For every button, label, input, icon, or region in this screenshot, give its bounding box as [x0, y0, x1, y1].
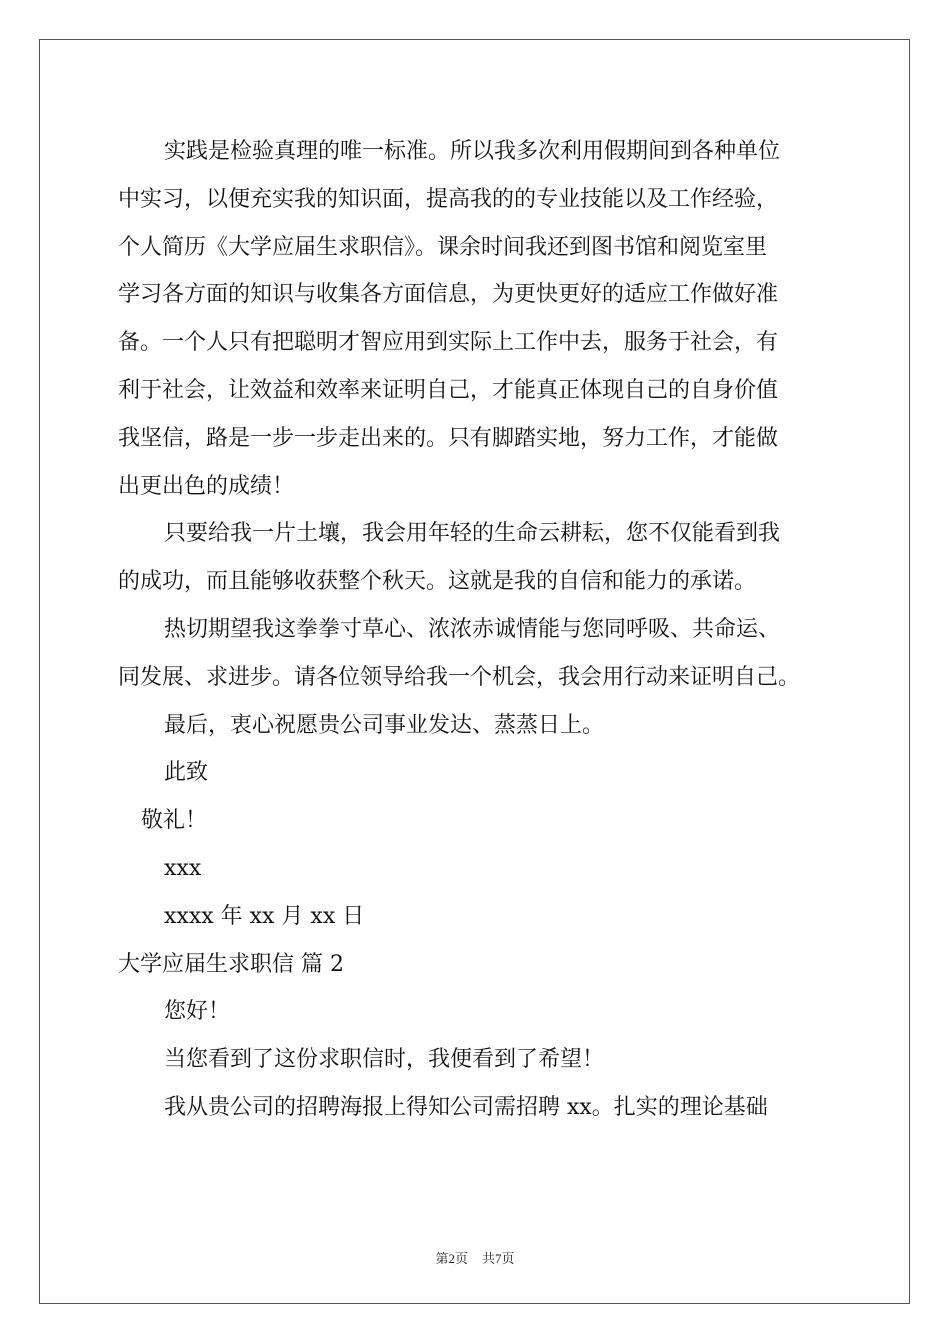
paragraph-line: 备。一个人只有把聪明才智应用到实际上工作中去，服务于社会，有 — [118, 330, 779, 356]
paragraph-line: 热切期望我这拳拳寸草心、浓浓赤诚情能与您同呼吸、共命运、 — [164, 616, 781, 642]
signature-date: xxxx 年 xx 月 xx 日 — [164, 903, 365, 929]
paragraph-line: 学习各方面的知识与收集各方面信息，为更快更好的适应工作做好准 — [118, 282, 779, 308]
paragraph-line: 当您看到了这份求职信时，我便看到了希望！ — [164, 1047, 605, 1073]
page-footer — [0, 1248, 950, 1267]
letter-body — [118, 128, 848, 1132]
paragraph-line: 只要给我一片土壤，我会用年轻的生命云耕耘，您不仅能看到我 — [164, 521, 781, 547]
section-heading: 大学应届生求职信 篇 2 — [118, 951, 344, 977]
paragraph-line: 同发展、求进步。请各位领导给我一个机会，我会用行动来证明自己。 — [118, 664, 801, 690]
paragraph-line: 利于社会，让效益和效率来证明自己，才能真正体现自己的自身价值 — [118, 377, 779, 403]
salutation-closing: 此致 — [164, 760, 209, 786]
closing-wish: 最后，衷心祝愿贵公司事业发达、蒸蒸日上。 — [164, 712, 605, 738]
paragraph-line: 中实习，以便充实我的知识面，提高我的的专业技能以及工作经验， — [118, 186, 779, 212]
paragraph-line: 的成功，而且能够收获整个秋天。这就是我的自信和能力的承诺。 — [118, 569, 757, 595]
paragraph-line: 我从贵公司的招聘海报上得知公司需招聘 xx。扎实的理论基础 — [164, 1094, 768, 1120]
paragraph-line: 实践是检验真理的唯一标准。所以我多次利用假期间到各种单位 — [164, 139, 781, 164]
greeting: 您好！ — [164, 999, 231, 1025]
salutation-regards: 敬礼！ — [141, 808, 208, 834]
page-total: 共7页 — [482, 1251, 515, 1266]
page-number: 第2页 — [435, 1251, 468, 1266]
paragraph-line: 个人简历《大学应届生求职信》。课余时间我还到图书馆和阅览室里 — [118, 234, 768, 260]
paragraph-line: 我坚信，路是一步一步走出来的。只有脚踏实地，努力工作，才能做 — [118, 425, 779, 451]
paragraph-line: 出更出色的成绩！ — [118, 473, 295, 499]
signature-name: xxx — [164, 855, 202, 881]
